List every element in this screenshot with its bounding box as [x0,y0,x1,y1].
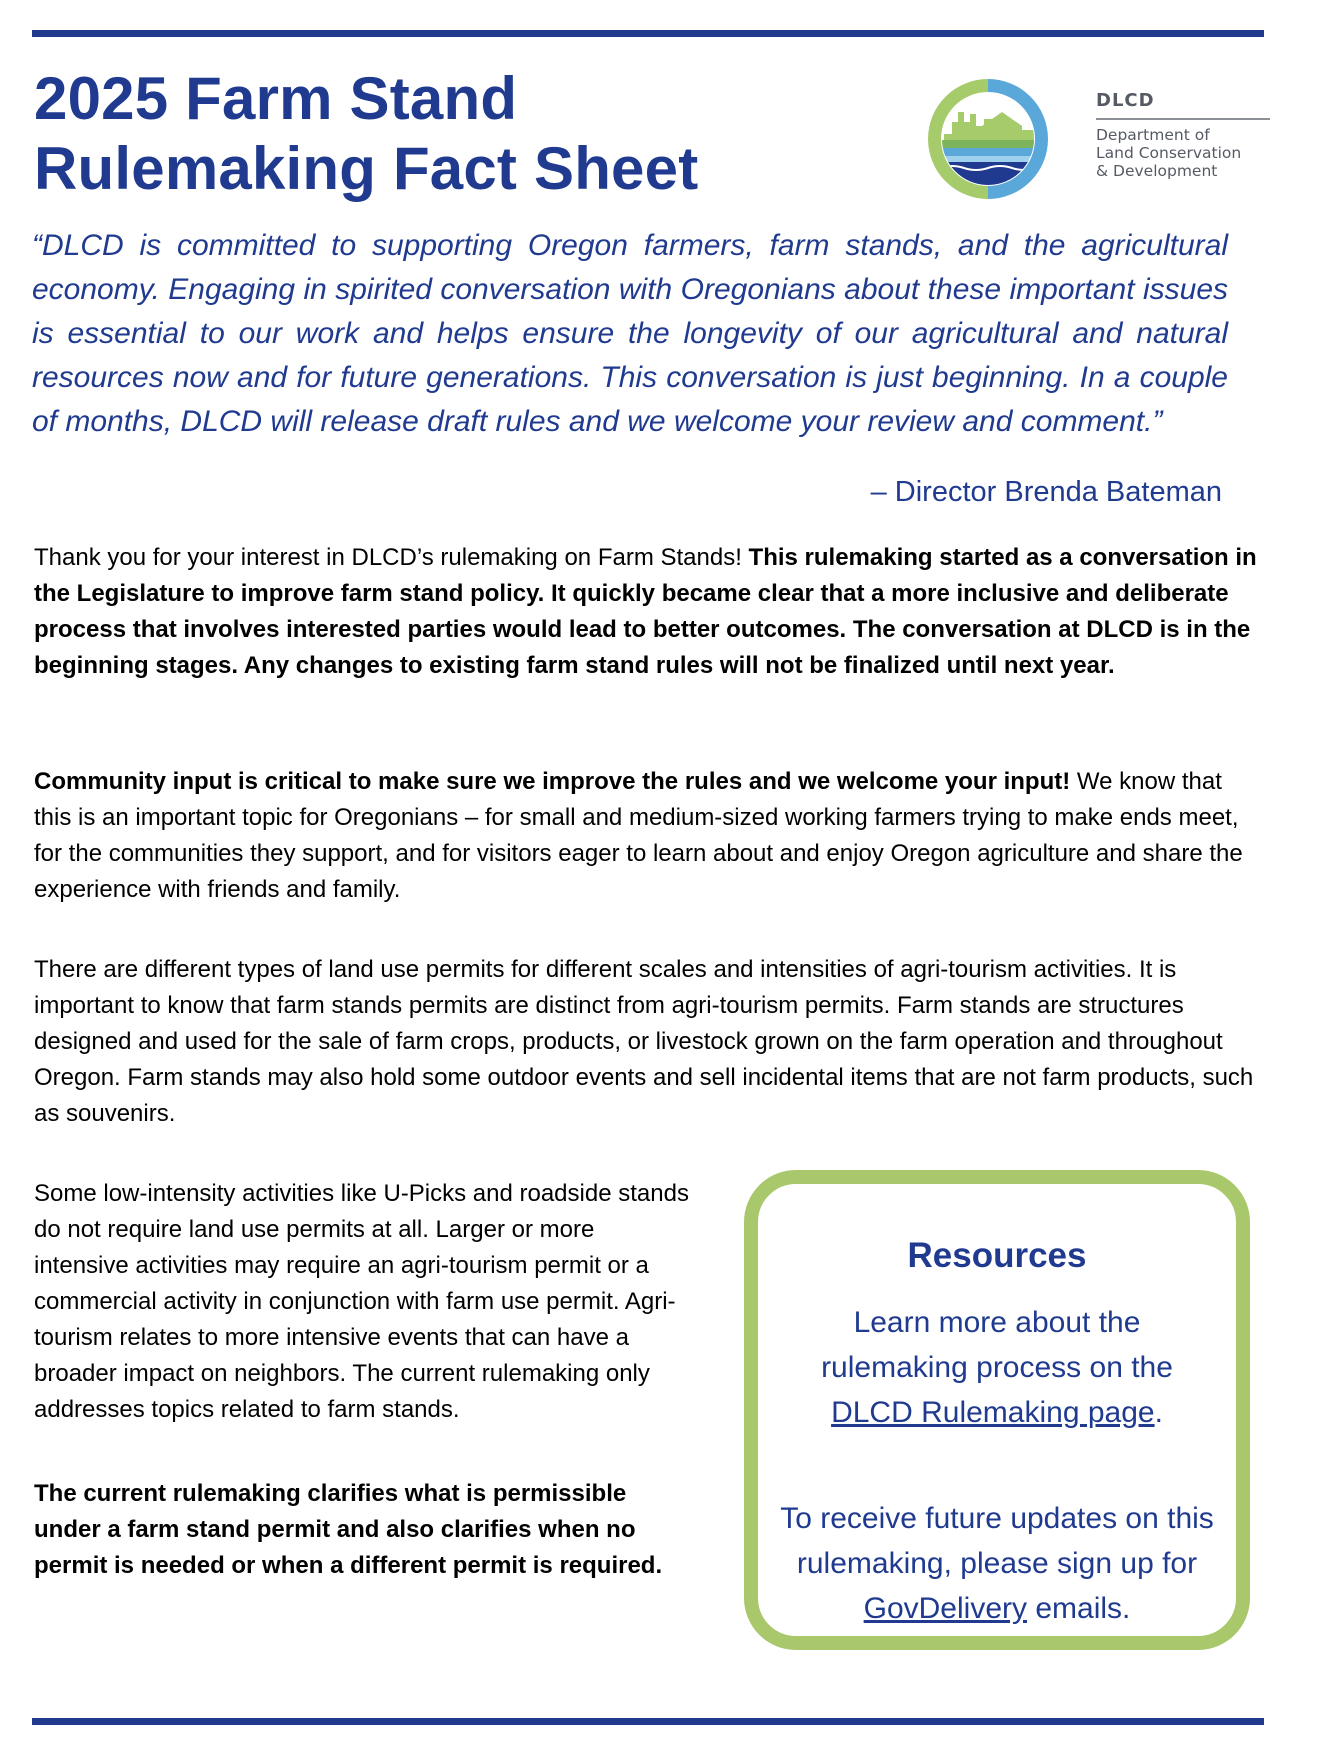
intro-paragraph [34,540,1264,684]
logo-department-name [1096,126,1241,180]
resources-box [744,1170,1250,1650]
logo-dept-line-3: & Development [1096,162,1218,180]
current-rulemaking-paragraph: The current rulemaking clarifies what is permissible under a farm stand permit and also clarifies when no permit is needed or when a different permit is required. [34,1480,663,1579]
title-line-1: 2025 Farm Stand [34,65,518,132]
dlcd-rulemaking-page-link[interactable]: DLCD Rulemaking page [831,1396,1155,1429]
dlcd-emblem-icon [918,74,1088,204]
bottom-rule [32,1718,1264,1725]
page-title [34,64,698,204]
low-intensity-paragraph: Some low-intensity activities like U-Picks and roadside stands do not require land use permits at all. Larger or more intensive activities may require an agri-tourism permit or a commercial activity in conjunction with farm use permit. Agri-tourism relates to more intensive events that can have a broader impact on neighbors. The current rulemaking only addresses topics related to farm stands. [34,1180,689,1423]
quote-attribution: – Director Brenda Bateman [870,476,1222,508]
intro-bold-text: This rulemaking started as a conversation in the Legislature to improve farm stand policy. It quickly became clear that a more inclusive and deliberate process that involves interested parties would lead to better outcomes. The conversation at DLCD is in the beginning stages. Any changes to existing farm stand rules will not be finalized until next year. [34,544,1257,679]
logo-divider [1096,118,1270,120]
permit-types-paragraph: There are different types of land use permits for different scales and intensities of agri-tourism activities. It is important to know that farm stands permits are distinct from agri-tourism permits. Farm stands are structures designed and used for the sale of farm crops, products, or livestock grown on the farm operation and throughout Oregon. Farm stands may also hold some outdoor events and sell incidental items that are not farm products, such as souvenirs. [34,956,1254,1127]
top-rule [32,30,1264,37]
community-input-bold-text: Community input is critical to make sure we improve the rules and we welcome your input! [34,768,1071,795]
intro-plain-text: Thank you for your interest in DLCD’s rulemaking on Farm Stands! [34,544,749,571]
dlcd-logo [918,74,1278,204]
logo-dept-line-1: Department of [1096,126,1210,144]
govdelivery-link[interactable]: GovDelivery [863,1592,1027,1625]
logo-dept-line-2: Land Conservation [1096,144,1242,162]
director-quote: “DLCD is committed to supporting Oregon farmers, farm stands, and the agricultural economy. Engaging in spirited conversation with Oregonians about these important issues is essential to our work and helps ensure the longevity of our agricultural and natural resources now and for future generations. This conversation is just beginning. In a couple of months, DLCD will release draft rules and we welcome your review and comment.” [32,229,1228,438]
resources-text-2-after: emails. [1027,1592,1131,1625]
resources-text-1-before: Learn more about the rulemaking process on the [821,1306,1173,1384]
resources-text-1-after: . [1154,1396,1163,1429]
resources-updates-text [778,1496,1216,1631]
logo-acronym: DLCD [1096,90,1155,111]
resources-text-2-before: To receive future updates on this rulemaking, please sign up for [780,1502,1214,1580]
community-input-paragraph [34,764,1264,908]
resources-rulemaking-text [778,1300,1216,1435]
title-line-2: Rulemaking Fact Sheet [34,135,699,202]
community-input-plain-text: We know that this is an important topic for Oregonians – for small and medium-sized working farmers trying to make ends meet, for the communities they support, and for visitors eager to learn about and enjoy Oregon agriculture and share the experience with friends and family. [34,768,1243,903]
resources-title: Resources [907,1236,1087,1275]
